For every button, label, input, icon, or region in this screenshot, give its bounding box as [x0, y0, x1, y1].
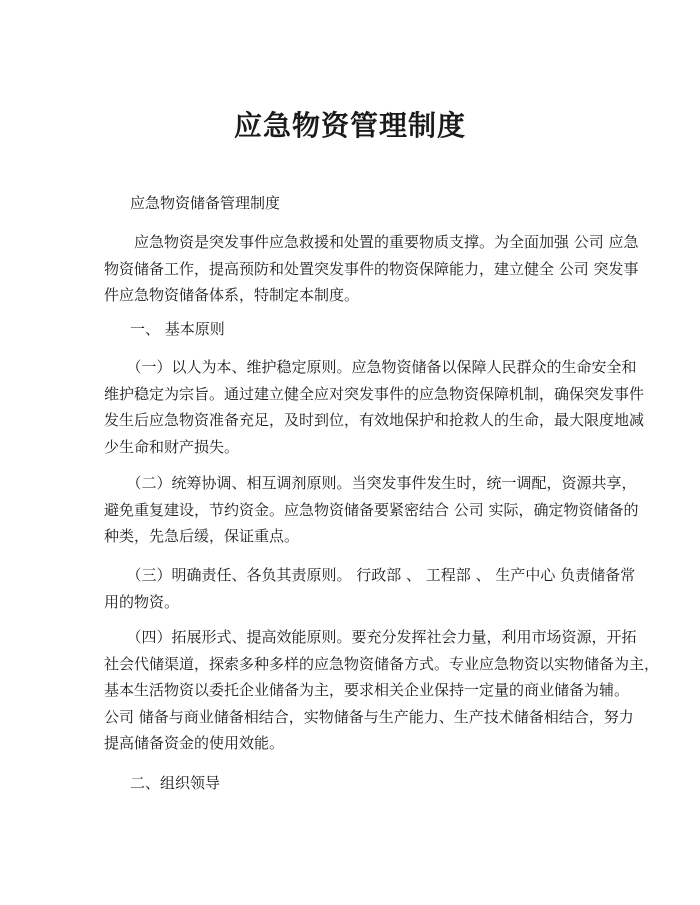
- principle-paragraph-4: [104, 624, 660, 757]
- paragraph-line: （二）统筹协调、相互调剂原则。当突发事件发生时，统一调配，资源共享，: [104, 474, 637, 492]
- document-title: 应急物资管理制度: [233, 109, 466, 142]
- paragraph-line: 基本生活物资以委托企业储备为主，要求相关企业保持一定量的商业储备为辅。: [104, 681, 630, 699]
- intro-paragraph: [104, 229, 639, 309]
- paragraph-line: 物资储备工作，提高预防和处置突发事件的物资保障能力，建立健全 公司 突发事: [104, 259, 639, 278]
- paragraph-line: （三）明确责任、各负其责原则。 行政部 、 工程部 、 生产中心 负责储备常: [104, 566, 636, 584]
- paragraph-line: 少生命和财产损失。: [104, 437, 240, 456]
- principle-paragraph-2: [104, 470, 639, 550]
- section-heading-2: [104, 770, 604, 797]
- section-heading-text: 二、组织领导: [130, 774, 221, 792]
- paragraph-line: 件应急物资储备体系，特制定本制度。: [104, 286, 360, 304]
- paragraph-line: 提高储备资金的使用效能。: [104, 734, 285, 752]
- subtitle-text: 应急物资储备管理制度: [130, 194, 281, 212]
- paragraph-line: 维护稳定为宗旨。通过建立健全应对突发事件的应急物资保障机制，确保突发事件: [104, 384, 645, 403]
- paragraph-line: 避免重复建设，节约资金。应急物资储备要紧密结合 公司 实际，确定物资储备的: [104, 500, 639, 519]
- paragraph-line: （四）拓展形式、提高效能原则。要充分发挥社会力量，利用市场资源，开拓: [104, 628, 637, 646]
- principle-paragraph-3: [104, 562, 636, 615]
- principle-paragraph-1: [104, 354, 645, 460]
- paragraph-line: （一）以人为本、维护稳定原则。应急物资储备以保障人民群众的生命安全和: [104, 358, 637, 376]
- paragraph-line: 应急物资是突发事件应急救援和处置的重要物质支撑。为全面加强 公司 应急: [104, 233, 639, 251]
- section-heading-1: [104, 316, 604, 343]
- section-heading-text: 一、 基本原则: [130, 320, 225, 338]
- paragraph-line: 种类，先急后缓，保证重点。: [104, 527, 300, 545]
- paragraph-line: 用的物资。: [104, 592, 180, 611]
- paragraph-line: 社会代储渠道，探索多种多样的应急物资储备方式。专业应急物资以实物储备为主，: [104, 654, 660, 673]
- subtitle: [104, 190, 604, 217]
- paragraph-line: 公司 储备与商业储备相结合，实物储备与生产能力、生产技术储备相结合，努力: [104, 707, 634, 726]
- paragraph-line: 发生后应急物资准备充足，及时到位，有效地保护和抢救人的生命，最大限度地减: [104, 411, 645, 429]
